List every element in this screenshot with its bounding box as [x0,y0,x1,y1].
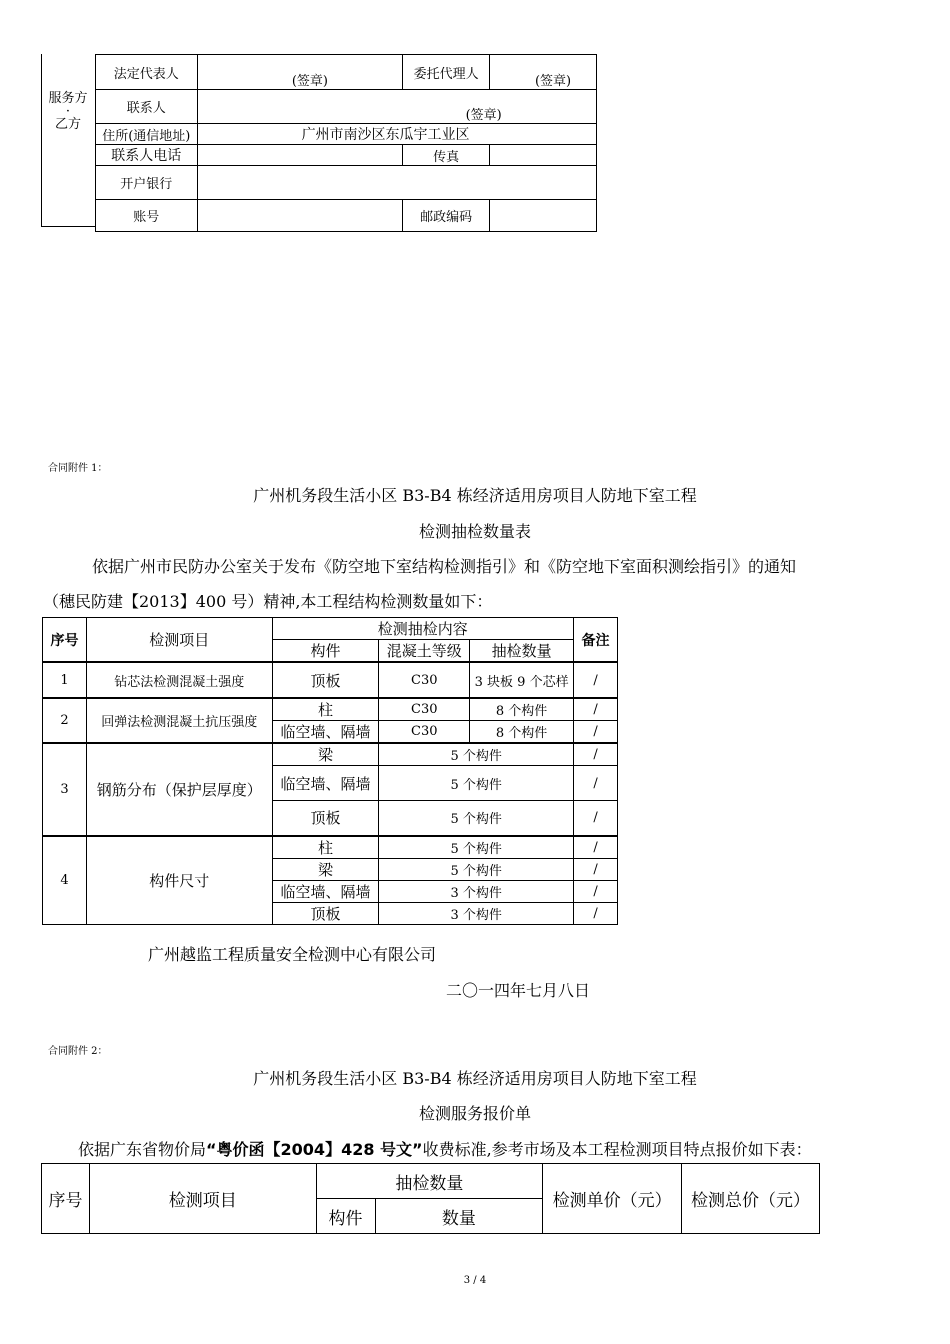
para-prefix: 依据广东省物价局 [78,1140,207,1159]
row-no: 2 [43,698,87,743]
row-item: 钻芯法检测混凝土强度 [86,662,272,698]
row-no: 1 [43,662,87,698]
attachment2-label: 合同附件 2： [48,1046,108,1057]
header-content: 检测抽检内容 [272,618,573,640]
header-grade: 混凝土等级 [379,640,470,663]
row-remark: / [574,880,618,902]
party-label: 服务方 · 乙方 [48,91,88,132]
agent-sign: (签章) [490,55,597,90]
row-qty: 5 个构件 [379,858,574,880]
row-qty: 5 个构件 [379,801,574,836]
para-doc-ref: “粤价函【2004】428 号文” [206,1140,423,1159]
row-member: 柱 [272,836,379,859]
row-remark: / [574,698,618,721]
row-member: 顶板 [272,662,379,698]
table-row [43,698,618,721]
address-label: 住所(通信地址) [96,124,198,145]
row-remark: / [574,801,618,836]
row-grade: C30 [379,721,470,744]
party-table-left-border [41,54,42,227]
row-member: 梁 [272,858,379,880]
account-value [197,200,403,232]
row-qty: 8 个构件 [470,721,574,744]
quote-header-unit-price: 检测单价（元） [543,1164,682,1234]
quote-header-sample-qty: 抽检数量 [316,1164,543,1199]
bank-value [197,166,596,200]
header-member: 构件 [272,640,379,663]
row-remark: / [574,662,618,698]
table-row [43,662,618,698]
row-member: 临空墙、隔墙 [272,766,379,801]
quote-header-member: 构件 [316,1199,375,1234]
row-member: 顶板 [272,902,379,924]
row-item: 钢筋分布（保护层厚度） [86,743,272,836]
party-table-left-bottom [41,226,96,227]
row-member: 临空墙、隔墙 [272,880,379,902]
legal-rep-label: 法定代表人 [96,55,198,90]
row-item: 回弹法检测混凝土抗压强度 [86,698,272,743]
row-qty: 3 块板 9 个芯样 [470,662,574,698]
row-member: 梁 [272,743,379,766]
sampling-table [42,617,618,925]
row-qty: 5 个构件 [379,743,574,766]
attachment2-title: 广州机务段生活小区 B3-B4 栋经济适用房项目人防地下室工程 [253,1069,697,1088]
table-row [43,743,618,766]
account-label: 账号 [96,200,198,232]
row-qty: 3 个构件 [379,902,574,924]
quote-header-quantity: 数量 [375,1199,543,1234]
header-no: 序号 [43,618,87,663]
postcode-label: 邮政编码 [403,200,490,232]
header-qty: 抽检数量 [470,640,574,663]
header-item: 检测项目 [86,618,272,663]
attachment1-para-line2: （穗民防建【2013】400 号）精神,本工程结构检测数量如下： [43,592,493,611]
legal-rep-sign: (签章) [197,55,403,90]
document-date: 二〇一四年七月八日 [446,981,591,1000]
table-row [43,836,618,859]
row-member: 顶板 [272,801,379,836]
fax-value [490,145,597,166]
phone-label: 联系人电话 [96,145,198,166]
quote-header-item: 检测项目 [89,1164,316,1234]
attachment1-subtitle: 检测抽检数量表 [418,522,531,541]
contact-label: 联系人 [96,90,198,124]
quote-header-no: 序号 [42,1164,90,1234]
row-grade: C30 [379,662,470,698]
attachment1-title: 广州机务段生活小区 B3-B4 栋经济适用房项目人防地下室工程 [253,486,697,505]
row-member: 柱 [272,698,379,721]
quotation-table [41,1163,820,1234]
row-qty: 3 个构件 [379,880,574,902]
row-qty: 5 个构件 [379,766,574,801]
attachment2-subtitle: 检测服务报价单 [418,1104,531,1123]
party-grid [95,54,597,232]
quote-header-total-price: 检测总价（元） [682,1164,820,1234]
row-no: 4 [43,836,87,925]
row-remark: / [574,766,618,801]
attachment1-label: 合同附件 1： [48,463,108,474]
row-remark: / [574,902,618,924]
header-remark: 备注 [574,618,618,663]
attachment2-para [78,1137,812,1160]
row-no: 3 [43,743,87,836]
row-remark: / [574,836,618,859]
row-qty: 5 个构件 [379,836,574,859]
company-name: 广州越监工程质量安全检测中心有限公司 [148,945,437,964]
attachment1-para-line1: 依据广州市民防办公室关于发布《防空地下室结构检测指引》和《防空地下室面积测绘指引》的通知 [92,557,797,576]
row-remark: / [574,743,618,766]
fax-label: 传真 [403,145,490,166]
row-grade: C30 [379,698,470,721]
page-number: 3 / 4 [463,1275,487,1286]
row-remark: / [574,721,618,744]
contact-sign: (签章) [197,90,596,124]
phone-value [197,145,403,166]
postcode-value [490,200,597,232]
agent-label: 委托代理人 [403,55,490,90]
row-item: 构件尺寸 [86,836,272,925]
row-remark: / [574,858,618,880]
para-suffix: 收费标准,参考市场及本工程检测项目特点报价如下表： [422,1140,812,1159]
bank-label: 开户银行 [96,166,198,200]
row-member: 临空墙、隔墙 [272,721,379,744]
row-qty: 8 个构件 [470,698,574,721]
address-value: 广州市南沙区东瓜宇工业区 [197,124,596,145]
